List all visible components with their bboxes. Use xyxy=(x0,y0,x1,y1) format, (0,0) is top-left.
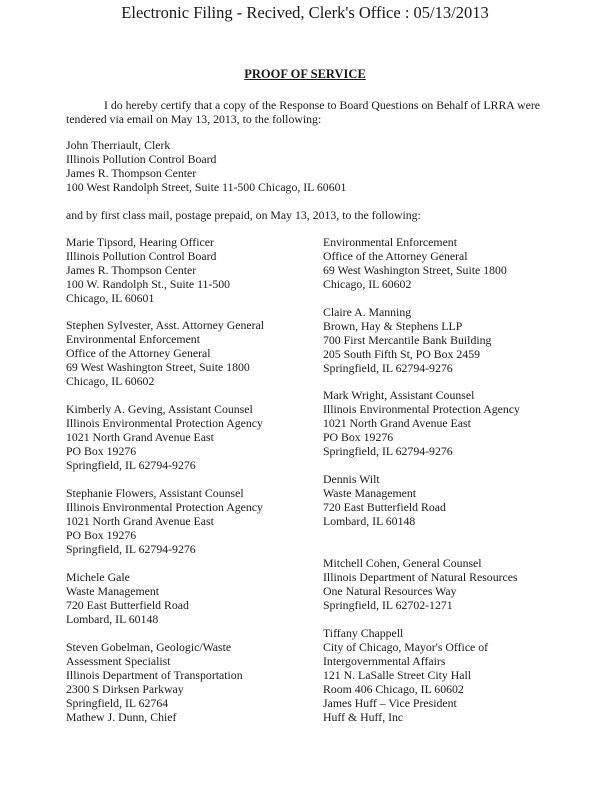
address-line: PO Box 19276 xyxy=(66,528,137,542)
address-line: 69 West Washington Street, Suite 1800 xyxy=(66,360,250,374)
recipient-block xyxy=(66,402,263,472)
address-line: Springfield, IL 62794-9276 xyxy=(66,542,196,556)
address-line: James R. Thompson Center xyxy=(66,263,197,277)
recipient-name: James Huff – Vice President xyxy=(323,696,457,710)
address-line: Waste Management xyxy=(66,584,160,598)
document-title: PROOF OF SERVICE xyxy=(244,67,366,81)
address-line: 1021 North Grand Avenue East xyxy=(323,416,471,430)
address-line: City of Chicago, Mayor's Office of xyxy=(323,640,489,654)
recipient-block xyxy=(323,305,491,375)
recipient-name: Mathew J. Dunn, Chief xyxy=(66,710,177,724)
address-line: Huff & Huff, Inc xyxy=(323,710,404,724)
recipient-block xyxy=(66,318,264,388)
address-line: 100 W. Randolph St., Suite 11-500 xyxy=(66,277,231,291)
recipient-name: Claire A. Manning xyxy=(323,305,412,319)
recipient-name: Stephanie Flowers, Assistant Counsel xyxy=(66,486,244,500)
address-line: 69 West Washington Street, Suite 1800 xyxy=(323,263,507,277)
address-line: Chicago, IL 60602 xyxy=(323,277,412,291)
recipient-name: Michele Gale xyxy=(66,570,130,584)
address-line: Chicago, IL 60602 xyxy=(66,374,155,388)
address-line: Office of the Attorney General xyxy=(323,249,468,263)
address-line: Springfield, IL 62794-9276 xyxy=(66,458,196,472)
recipient-name: Tiffany Chappell xyxy=(323,626,404,640)
address-line: Lombard, IL 60148 xyxy=(66,612,159,626)
address-line: Brown, Hay & Stephens LLP xyxy=(323,319,463,333)
address-line: Lombard, IL 60148 xyxy=(323,514,416,528)
address-line: 205 South Fifth St, PO Box 2459 xyxy=(323,347,480,361)
recipient-block xyxy=(66,640,243,724)
address-line: Waste Management xyxy=(323,486,417,500)
recipient-block xyxy=(323,235,507,291)
address-line: 720 East Butterfield Road xyxy=(66,598,189,612)
address-line: Assessment Specialist xyxy=(66,654,171,668)
recipient-block xyxy=(66,570,189,626)
recipient-block xyxy=(323,472,446,528)
address-line: Intergovernmental Affairs xyxy=(323,654,446,668)
recipient-name: Mark Wright, Assistant Counsel xyxy=(323,388,475,402)
filing-stamp-header: Electronic Filing - Recived, Clerk's Office : 05/13/2013 xyxy=(121,3,489,22)
address-line: John Therriault, Clerk xyxy=(66,138,171,152)
certification-paragraph: I do hereby certify that a copy of the Response to Board Questions on Behalf of LRRA were tendered via email on May 13, 2013, to the following: xyxy=(66,98,541,126)
email-recipient-block xyxy=(66,138,346,194)
address-line: One Natural Resources Way xyxy=(323,584,457,598)
recipient-name: Dennis Wilt xyxy=(323,472,380,486)
address-line: 720 East Butterfield Road xyxy=(323,500,446,514)
address-line: 100 West Randolph Street, Suite 11-500 Chicago, IL 60601 xyxy=(66,180,347,194)
address-line: 1021 North Grand Avenue East xyxy=(66,430,214,444)
address-line: Illinois Environmental Protection Agency xyxy=(66,416,263,430)
address-line: Environmental Enforcement xyxy=(323,235,457,249)
address-line: Room 406 Chicago, IL 60602 xyxy=(323,682,464,696)
address-line: Chicago, IL 60601 xyxy=(66,291,155,305)
address-line: James R. Thompson Center xyxy=(66,166,197,180)
address-line: Illinois Environmental Protection Agency xyxy=(66,500,263,514)
address-line: 1021 North Grand Avenue East xyxy=(66,514,214,528)
address-line: 2300 S Dirksen Parkway xyxy=(66,682,184,696)
recipient-block xyxy=(323,388,520,458)
recipient-name: Mitchell Cohen, General Counsel xyxy=(323,556,482,570)
address-line: Illinois Department of Natural Resources xyxy=(323,570,518,584)
address-line: Illinois Pollution Control Board xyxy=(66,249,217,263)
recipient-block xyxy=(323,556,518,612)
mail-service-paragraph: and by first class mail, postage prepaid, on May 13, 2013, to the following: xyxy=(66,208,421,222)
recipient-block xyxy=(66,486,263,556)
address-line: 121 N. LaSalle Street City Hall xyxy=(323,668,472,682)
recipient-name: Kimberly A. Geving, Assistant Counsel xyxy=(66,402,253,416)
address-line: PO Box 19276 xyxy=(323,430,394,444)
address-line: Office of the Attorney General xyxy=(66,346,211,360)
recipient-name: Steven Gobelman, Geologic/Waste xyxy=(66,640,232,654)
address-line: Environmental Enforcement xyxy=(66,332,200,346)
recipient-name: Stephen Sylvester, Asst. Attorney General xyxy=(66,318,265,332)
address-line: Springfield, IL 62702-1271 xyxy=(323,598,453,612)
address-line: Springfield, IL 62764 xyxy=(66,696,169,710)
recipient-block xyxy=(66,235,230,305)
address-line: 700 First Mercantile Bank Building xyxy=(323,333,492,347)
address-line: PO Box 19276 xyxy=(66,444,137,458)
address-line: Springfield, IL 62794-9276 xyxy=(323,444,453,458)
recipient-name: Marie Tipsord, Hearing Officer xyxy=(66,235,214,249)
recipient-block xyxy=(323,626,488,724)
address-line: Illinois Pollution Control Board xyxy=(66,152,217,166)
address-line: Illinois Department of Transportation xyxy=(66,668,243,682)
address-line: Springfield, IL 62794-9276 xyxy=(323,361,453,375)
address-line: Illinois Environmental Protection Agency xyxy=(323,402,520,416)
